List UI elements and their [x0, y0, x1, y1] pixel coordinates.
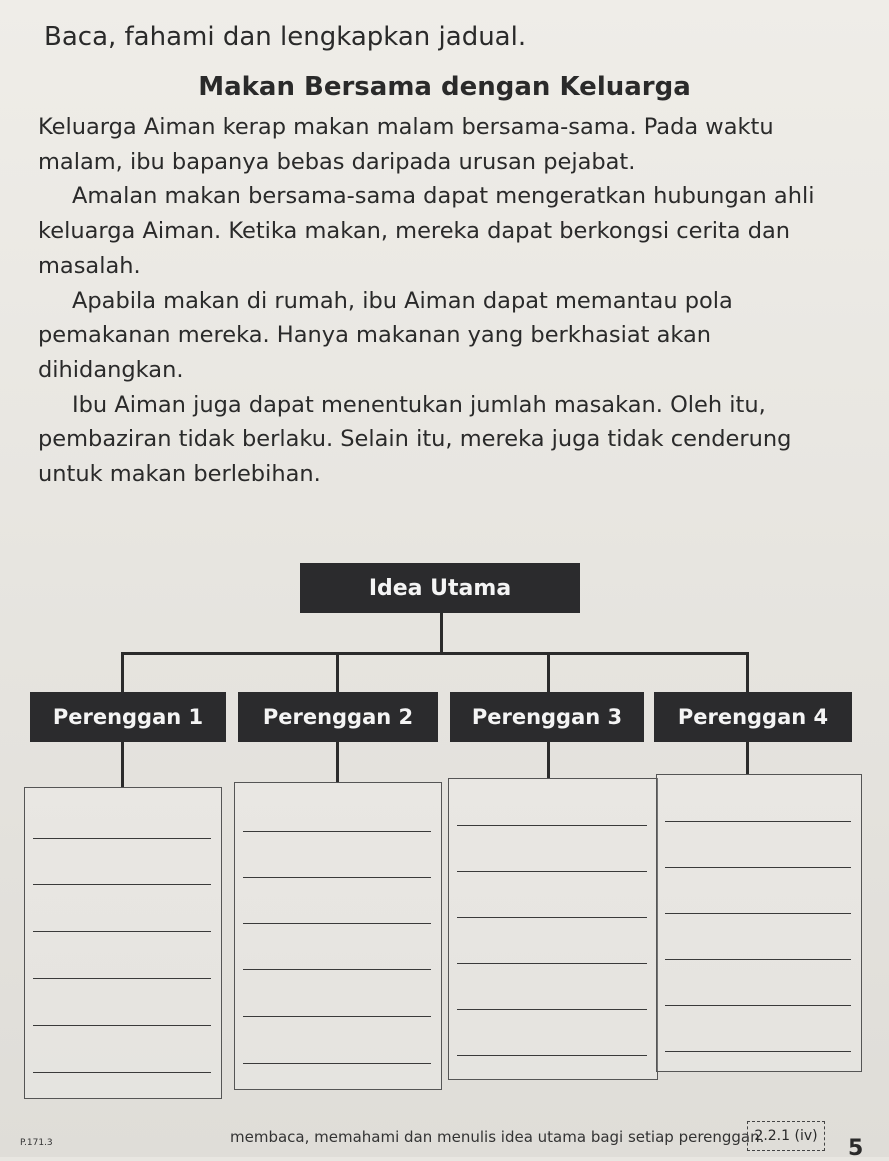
answer-line[interactable] [33, 1072, 211, 1073]
main-idea-box [300, 563, 580, 613]
connector-col2-bottom [336, 742, 339, 782]
connector-col4-bottom [746, 742, 749, 774]
passage-title: Makan Bersama dengan Keluarga [198, 72, 691, 102]
paragraph-4-box [654, 692, 852, 742]
passage-body [38, 110, 838, 492]
connector-col2-top [336, 652, 339, 692]
paragraph-2: Amalan makan bersama-sama dapat mengeratkan hubungan ahli keluarga Aiman. Ketika makan, mereka dapat berkongsi cerita dan masalah. [38, 183, 815, 279]
standard-code-badge: 2.2.1 (iv) [747, 1121, 825, 1151]
connector-col1-top [121, 652, 124, 692]
paragraph-1-box [30, 692, 226, 742]
answer-box-4[interactable] [656, 774, 862, 1072]
paragraph-3-label: Perenggan 3 [471, 705, 623, 729]
connector-horizontal [121, 652, 749, 655]
answer-line[interactable] [243, 1016, 431, 1017]
connector-col1-bottom [121, 742, 124, 787]
paragraph-3-box [450, 692, 644, 742]
answer-line[interactable] [243, 831, 431, 832]
answer-line[interactable] [243, 877, 431, 878]
instruction-text: Baca, fahami dan lengkapkan jadual. [44, 22, 527, 52]
paragraph-1: Keluarga Aiman kerap makan malam bersama-sama. Pada waktu malam, ibu bapanya bebas daripada urusan pejabat. [38, 114, 774, 175]
connector-col3-bottom [547, 742, 550, 778]
connector-main-vertical [440, 613, 443, 653]
connector-col3-top [547, 652, 550, 692]
footer-mark: P.171.3 [20, 1138, 53, 1148]
answer-line[interactable] [33, 978, 211, 979]
answer-line[interactable] [33, 838, 211, 839]
answer-line[interactable] [457, 825, 647, 826]
footer-objective: membaca, memahami dan menulis idea utama bagi setiap perenggan. [230, 1128, 765, 1146]
main-idea-label: Idea Utama [368, 575, 512, 601]
answer-line[interactable] [457, 1055, 647, 1056]
answer-line[interactable] [457, 1009, 647, 1010]
paragraph-2-label: Perenggan 2 [262, 705, 414, 729]
answer-line[interactable] [457, 963, 647, 964]
answer-line[interactable] [243, 969, 431, 970]
answer-line[interactable] [665, 867, 851, 868]
paragraph-2-box [238, 692, 438, 742]
answer-line[interactable] [665, 913, 851, 914]
answer-line[interactable] [457, 871, 647, 872]
answer-line[interactable] [33, 1025, 211, 1026]
paragraph-4-label: Perenggan 4 [677, 705, 829, 729]
answer-line[interactable] [665, 1051, 851, 1052]
answer-line[interactable] [665, 821, 851, 822]
answer-box-2[interactable] [234, 782, 442, 1090]
connector-col4-top [746, 652, 749, 692]
paragraph-4: Ibu Aiman juga dapat menentukan jumlah masakan. Oleh itu, pembaziran tidak berlaku. Selain itu, mereka juga tidak cenderung untuk makan berlebihan. [38, 391, 792, 488]
answer-box-3[interactable] [448, 778, 658, 1080]
answer-line[interactable] [665, 959, 851, 960]
page-number: 5 [848, 1136, 864, 1161]
paragraph-1-label: Perenggan 1 [52, 705, 204, 729]
answer-line[interactable] [33, 884, 211, 885]
answer-line[interactable] [665, 1005, 851, 1006]
paragraph-3: Apabila makan di rumah, ibu Aiman dapat memantau pola pemakanan mereka. Hanya makanan yang berkhasiat akan dihidangkan. [38, 287, 733, 383]
answer-line[interactable] [33, 931, 211, 932]
answer-line[interactable] [243, 923, 431, 924]
answer-line[interactable] [243, 1063, 431, 1064]
answer-line[interactable] [457, 917, 647, 918]
answer-box-1[interactable] [24, 787, 222, 1099]
